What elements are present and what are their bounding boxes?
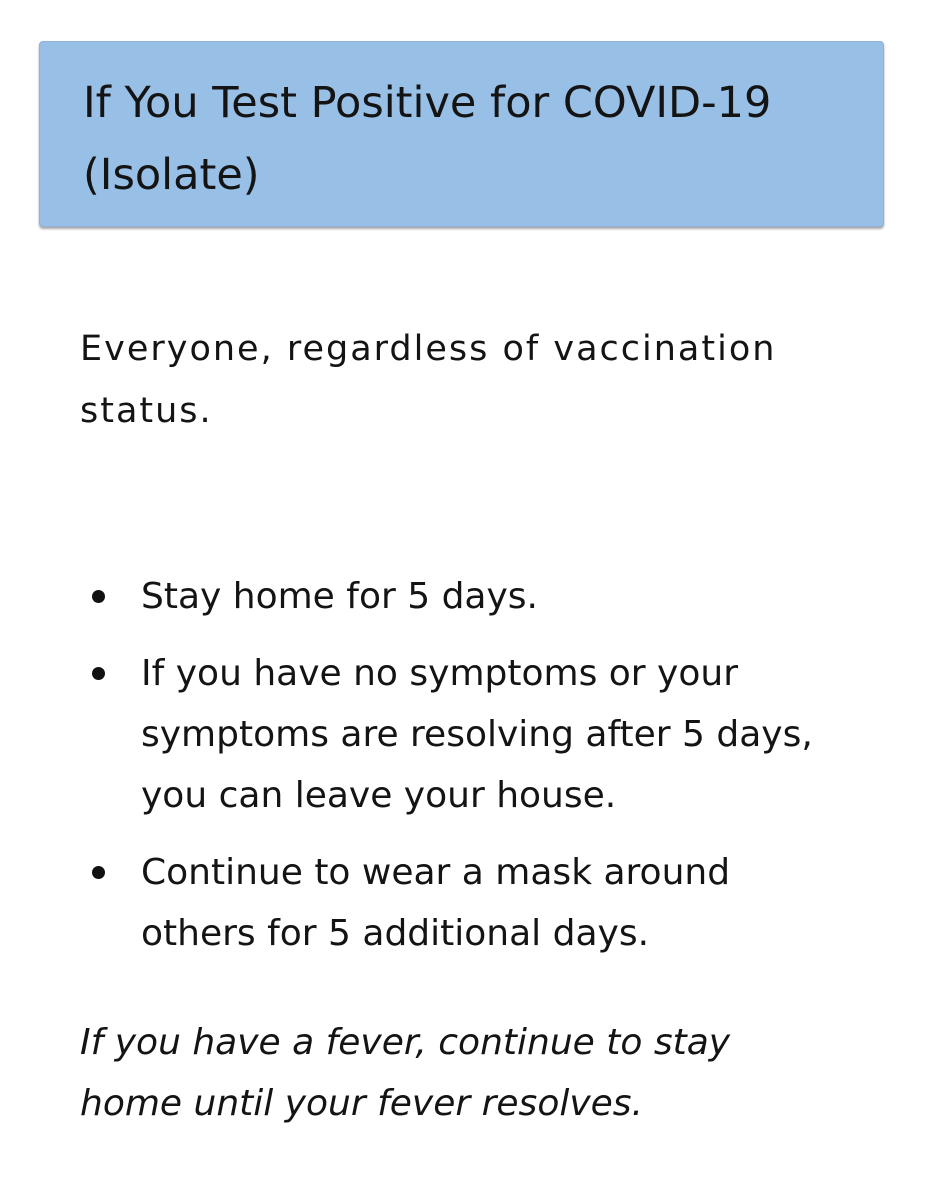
title-banner	[39, 41, 884, 227]
list-item	[80, 643, 840, 826]
bullet-icon	[92, 866, 105, 879]
list-item-text: Continue to wear a mask around others for 5 additional days.	[141, 852, 731, 954]
audience-statement: Everyone, regardless of vaccination status.	[80, 329, 777, 431]
list-item	[80, 566, 840, 627]
page-title: If You Test Positive for COVID-19 (Isolate)	[83, 78, 772, 200]
bullet-icon	[92, 590, 105, 603]
fever-note: If you have a fever, continue to stay home until your fever resolves.	[80, 1022, 731, 1124]
guidance-list	[80, 566, 840, 980]
bullet-icon	[92, 667, 105, 680]
list-item	[80, 842, 840, 964]
list-item-text: Stay home for 5 days.	[141, 576, 538, 617]
list-item-text: If you have no symptoms or your symptoms are resolving after 5 days, you can leave your house.	[141, 653, 813, 816]
